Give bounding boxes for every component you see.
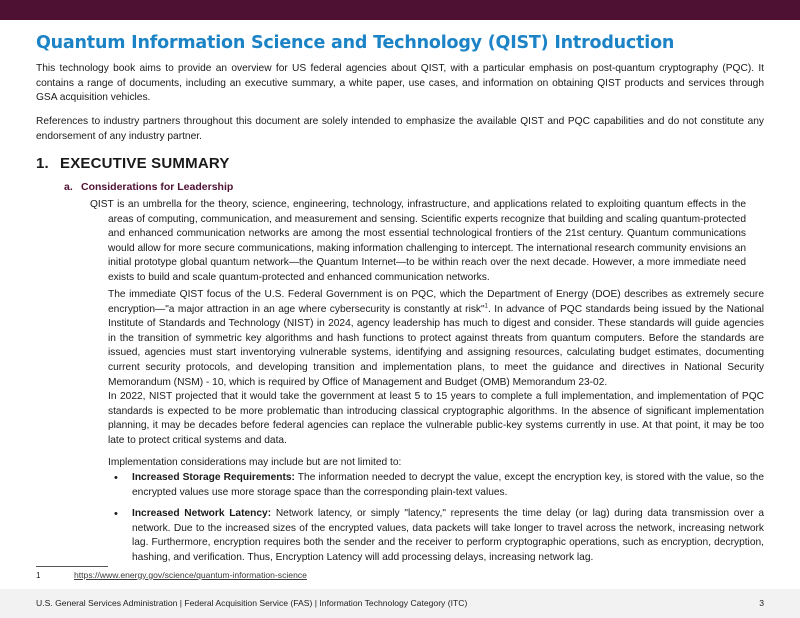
list-item-text: Network latency, or simply "latency," represents the time delay (or lag) during data transmission over a network. Due to the increased sizes of the encrypted values, data packets will take longer to travel across the network, increasing network lag. Furthermore, encryption requires both the sender and the receiver to perform cryptographic operations, such as encryption, decryption, hashing, and verification. Thus, Encryption Latency will add processing delays, increasing network lag. [132, 508, 764, 563]
section-heading [36, 155, 230, 172]
implementation-intro: Implementation considerations may include but are not limited to: [108, 457, 402, 468]
footnote-number: 1 [36, 571, 41, 580]
bullet-icon: • [114, 508, 118, 521]
footer-text: U.S. General Services Administration | Federal Acquisition Service (FAS) | Information Technology Category (ITC) [36, 598, 468, 608]
subsection-number: a. [64, 181, 73, 193]
pqc-paragraph [108, 288, 764, 390]
list-item [108, 471, 764, 500]
header-bar [0, 0, 800, 20]
footnote-divider [36, 566, 108, 567]
page-number: 3 [759, 598, 764, 608]
pqc-text-end: . In advance of PQC standards being issued by the National Institute of Standards and Technology (NIST) in 2024, agency leadership has much to digest and consider. These standards will guide agencies in the transition of symmetric key algorithms and hash functions to protect against threats from quantum computers. Before the standards are issued, agencies must start inventorying vulnerable systems, identifying and assigning resources, calculating budget estimates, documenting current security protocols, and developing transition and implementation plans, to meet the guidance and directives in National Security Memorandum (NSM) - 10, which is required by Office of Management and Budget (OMB) Memorandum 23-02. [108, 303, 764, 388]
list-item-term: Increased Storage Requirements: [132, 472, 295, 483]
qist-paragraph: QIST is an umbrella for the theory, science, engineering, technology, infrastructure, and applications related to exploiting quantum effects in the areas of computing, communication, and measurement and sensing. Scientific experts recognize that building and scaling quantum-protected and enhanced communication networks are among the most essential technological frontiers of the 21st century. Quantum communications would allow for more secure communications, making information challenging to intercept. The international research community envisions an initial prototype global quantum network—the Quantum Internet—to be within reach over the next decade. However, a more immediate need exists to build and scale quantum-protected and enhanced communication networks. [90, 199, 746, 283]
page-title: Quantum Information Science and Technology (QIST) Introduction [36, 33, 675, 53]
section-title: EXECUTIVE SUMMARY [60, 155, 230, 172]
list-item-text: The information needed to decrypt the value, except the encryption key, is stored with the value, so the encrypted values use more storage space than the corresponding plain-text values. [132, 472, 764, 498]
page-footer [0, 589, 800, 618]
section-number: 1. [36, 155, 49, 172]
nist-projection-paragraph: In 2022, NIST projected that it would take the government at least 5 to 15 years to complete a full implementation, and implementation of PQC standards is expected to be more problematic than introducing classical cryptographic algorithms. In the absence of significant implementation planning, it may be decades before federal agencies can replace the vulnerable public-key systems currently in use. At that point, it may be too late to protect critical systems and data. [108, 391, 764, 446]
references-note: References to industry partners throughout this document are solely intended to emphasize the available QIST and PQC capabilities and do not constitute any endorsement of any industry partner. [36, 116, 764, 142]
considerations-list [108, 471, 764, 573]
footnote-link[interactable]: https://www.energy.gov/science/quantum-information-science [74, 570, 307, 580]
footnote-reference[interactable]: 1 [484, 303, 488, 310]
subsection-heading [64, 181, 233, 193]
list-item [108, 507, 764, 565]
pqc-text-start: The immediate QIST focus of the U.S. Federal Government is on PQC, which the Department of Energy (DOE) describes as extremely secure encryption—"a major attraction in an age where cybersecurity is constantly at risk" [108, 289, 764, 315]
bullet-icon: • [114, 472, 118, 484]
intro-paragraph: This technology book aims to provide an overview for US federal agencies about QIST, with a particular emphasis on post-quantum cryptography (PQC). It contains a range of documents, including an executive summary, a white paper, use cases, and information on obtaining QIST products and services through GSA acquisition vehicles. [36, 63, 764, 104]
subsection-title: Considerations for Leadership [81, 181, 234, 193]
list-item-term: Increased Network Latency: [132, 508, 272, 520]
